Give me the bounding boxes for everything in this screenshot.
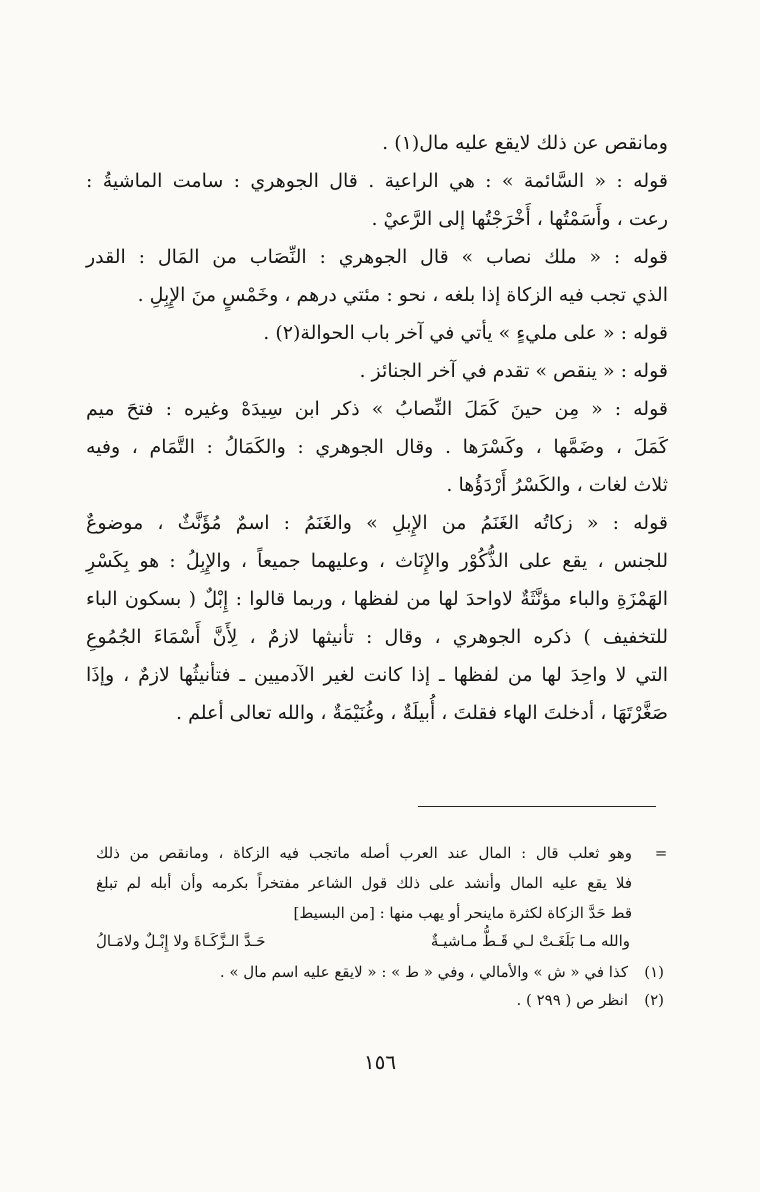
note-line: فلا يقع عليه المال وأنشد على ذلك قول الشاعر مفتخراً بكرمه وأن أبله لم تبلغ	[96, 874, 632, 892]
footnote-continuation	[96, 838, 632, 928]
footnote-number: (٢)	[644, 991, 664, 1009]
footnote-number: (١)	[644, 963, 664, 981]
text-line: للتخفيف ) ذكره الجوهري ، وقال : تأنيثها لازمٌ ، لِأَنَّ أَسْمَاءَ الجُمُوعِ	[86, 626, 668, 648]
text-line: التي لا واحِدَ لها من لفظها ـ إذا كانت لغير الآدميين ـ فتأنيثُها لازمٌ ، وإذَا	[86, 664, 668, 686]
main-text	[86, 124, 668, 732]
text-line: الذي تجب فيه الزكاة إذا بلغه ، نحو : مئتي درهم ، وخَمْسٍ منَ الإِبِلِ .	[137, 284, 668, 306]
footnote-1	[96, 958, 664, 986]
text-line: صَغَّرْتَهَا ، أدخلتَ الهاء فقلتَ ، أُبيلَةٌ ، وغُنَيْمَةٌ ، والله تعالى أعلم .	[176, 702, 668, 724]
note-line: قط حَدَّ الزكاة لكثرة ماينحر أو يهب منها : [من البسيط]	[293, 904, 632, 922]
text-line: قوله : « ملك نصاب » قال الجوهري : النِّصَاب من المَال : القدر	[86, 246, 668, 268]
footnote-text: كذا في « ش » والأمالي ، وفي « ط » : « لايقع عليه اسم مال » .	[219, 963, 628, 981]
page-number: ١٥٦	[363, 1050, 397, 1074]
text-line: رعت ، وأَسَمْتُها ، أَخْرَجْتُها إلى الرَّعيْ .	[371, 208, 668, 230]
text-line: للجنس ، يقع على الذُّكُوْر والإِنَاث ، وعليهما جميعاً ، والإِبِلُ : هو بِكَسْرِ	[86, 550, 668, 572]
footnote-text: انظر ص ( ٢٩٩ ) .	[516, 991, 628, 1009]
verse-hemistich-first: والله مـا بَلَغَـتْ لـي قَـطُّ مـاشيـةٌ	[430, 932, 630, 950]
note-line: وهو ثعلب قال : المال عند العرب أصله ماتجب فيه الزكاة ، ومانقص من ذلك	[96, 844, 632, 862]
text-line: كَمَلَ ، وضَمَّها ، وكَسْرَها . وقال الجوهري : والكَمَالُ : التَّمَام ، وفيه	[86, 436, 668, 458]
text-line: قوله : « السَّائمة » : هي الراعية . قال الجوهري : سامت الماشيةُ :	[86, 170, 668, 192]
text-line: قوله : « ينقص » تقدم في آخر الجنائز .	[359, 360, 668, 382]
poetry-verse	[96, 926, 630, 956]
verse-hemistich-second: حَـدَّ الـزَّكَـاةَ ولا إِبْـلٌ ولامَـالُ	[96, 932, 266, 950]
text-line: قوله : « زكاتُه الغَنَمُ من الإِبلِ » والغَنَمُ : اسمٌ مُؤَنَّثٌ ، موضوعٌ	[86, 512, 668, 534]
text-line: قوله : « على مليءٍ » يأتي في آخر باب الحوالة(٢) .	[263, 322, 668, 344]
text-line: الهَمْزَةِ والباء مؤنَّثَةٌ لاواحدَ لها من لفظها ، وربما قالوا : إِبْلٌ ( بسكون الباء	[86, 588, 668, 610]
continuation-mark: =	[654, 844, 668, 862]
text-line: قوله : « مِن حينَ كَمَلَ النِّصابُ » ذكر ابن سِيدَهْ وغيره : فتحَ ميم	[86, 398, 668, 420]
text-line: ومانقص عن ذلك لايقع عليه مال(١) .	[382, 132, 668, 154]
footnote-2	[96, 986, 664, 1014]
text-line: ثلاث لغات ، والكَسْرُ أَرْدَؤُها .	[446, 474, 668, 496]
footnote-separator	[418, 806, 656, 807]
